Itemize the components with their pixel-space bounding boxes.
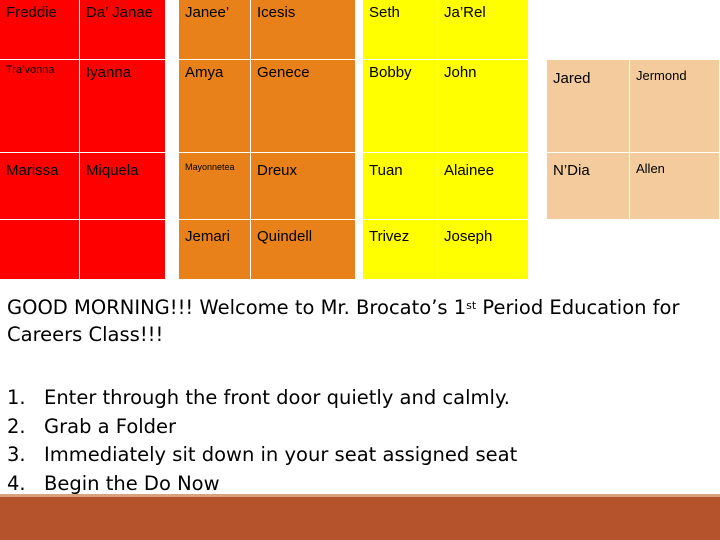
seat-yellow-8: Joseph bbox=[438, 220, 529, 280]
seat-peach-3: N’Dia bbox=[547, 153, 630, 220]
seat-yellow-4: John bbox=[438, 60, 529, 153]
seat-red-3: Tra’vonna bbox=[0, 60, 80, 153]
instruction-text: Immediately sit down in your seat assigned seat bbox=[44, 443, 518, 466]
seat-orange-2: Icesis bbox=[251, 0, 356, 60]
seat-red-6: Miquela bbox=[80, 153, 166, 220]
instruction-item bbox=[7, 441, 517, 470]
instruction-number: 4. bbox=[7, 471, 26, 495]
instruction-text: Enter through the front door quietly and calmly. bbox=[44, 386, 510, 409]
instruction-item bbox=[7, 384, 517, 413]
seat-orange-8: Quindell bbox=[251, 220, 356, 280]
welcome-text-end: Period Education for Careers Class!!! bbox=[7, 296, 680, 346]
seat-red-1: Freddie bbox=[0, 0, 80, 60]
instruction-number: 1. bbox=[7, 386, 26, 409]
seat-yellow-6: Alainee bbox=[438, 153, 529, 220]
seat-peach-2: Jermond bbox=[630, 60, 720, 153]
seat-peach-1: Jared bbox=[547, 60, 630, 153]
seat-red-5: Marissa bbox=[0, 153, 80, 220]
instruction-text: Grab a Folder bbox=[44, 414, 177, 438]
instruction-text: Begin the Do Now bbox=[44, 471, 220, 495]
seat-orange-7: Jemari bbox=[179, 220, 251, 280]
instruction-item bbox=[7, 413, 517, 442]
welcome-text-start: GOOD MORNING!!! Welcome to Mr. Brocato’s 1 bbox=[7, 296, 467, 319]
footer-bar bbox=[0, 497, 720, 540]
instructions-list bbox=[7, 384, 517, 498]
seat-yellow-1: Seth bbox=[363, 0, 438, 60]
seat-red-7 bbox=[0, 220, 80, 280]
seat-red-8 bbox=[80, 220, 166, 280]
seat-orange-4: Genece bbox=[251, 60, 356, 153]
seat-peach-4: Allen bbox=[630, 153, 720, 220]
seat-orange-1: Janee’ bbox=[179, 0, 251, 60]
seat-yellow-7: Trivez bbox=[363, 220, 438, 280]
instruction-number: 2. bbox=[7, 414, 26, 438]
seat-red-4: Iyanna bbox=[80, 60, 166, 153]
seat-yellow-2: Ja’Rel bbox=[438, 0, 529, 60]
seat-orange-5: Mayonnetea bbox=[179, 153, 251, 220]
seat-orange-3: Amya bbox=[179, 60, 251, 153]
seat-red-2: Da’ Janae bbox=[80, 0, 166, 60]
seat-yellow-5: Tuan bbox=[363, 153, 438, 220]
welcome-ordinal-suffix: st bbox=[466, 299, 477, 312]
welcome-message bbox=[7, 294, 712, 348]
seat-orange-6: Dreux bbox=[251, 153, 356, 220]
seat-yellow-3: Bobby bbox=[363, 60, 438, 153]
instruction-number: 3. bbox=[7, 443, 26, 466]
